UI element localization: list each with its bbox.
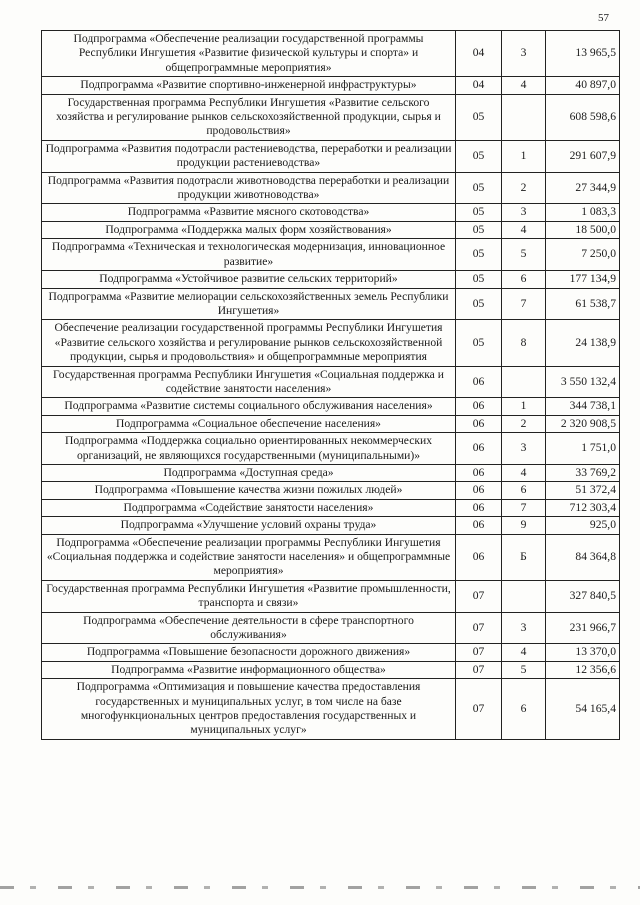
amount-cell: 3 550 132,4 xyxy=(546,366,620,398)
table-row xyxy=(42,140,620,172)
program-name-cell: Государственная программа Республики Ингушетия «Развитие промышленности, транспорта и связи» xyxy=(42,580,456,612)
section-code-cell: 06 xyxy=(456,433,502,465)
section-code-cell: 05 xyxy=(456,320,502,366)
program-name-cell: Государственная программа Республики Ингушетия «Социальная поддержка и содействие занятости населения» xyxy=(42,366,456,398)
table-row xyxy=(42,204,620,221)
program-name-cell: Подпрограмма «Техническая и технологическая модернизация, инновационное развитие» xyxy=(42,239,456,271)
section-code-cell: 05 xyxy=(456,221,502,238)
section-code-cell: 07 xyxy=(456,679,502,740)
subsection-code-cell: 7 xyxy=(502,288,546,320)
amount-cell: 608 598,6 xyxy=(546,94,620,140)
amount-cell: 24 138,9 xyxy=(546,320,620,366)
program-name-cell: Подпрограмма «Обеспечение реализации программы Республики Ингушетия «Социальная поддержка и содействие занятости населения» и общепрограммные мероприятия» xyxy=(42,534,456,580)
subsection-code-cell: 3 xyxy=(502,612,546,644)
section-code-cell: 06 xyxy=(456,517,502,534)
table-row xyxy=(42,398,620,415)
subsection-code-cell: 1 xyxy=(502,398,546,415)
table-row xyxy=(42,612,620,644)
amount-cell: 231 966,7 xyxy=(546,612,620,644)
amount-cell: 40 897,0 xyxy=(546,77,620,94)
amount-cell: 13 370,0 xyxy=(546,644,620,661)
subsection-code-cell: 8 xyxy=(502,320,546,366)
subsection-code-cell: 2 xyxy=(502,172,546,204)
subsection-code-cell: 5 xyxy=(502,661,546,678)
table-row xyxy=(42,661,620,678)
table-row xyxy=(42,366,620,398)
subsection-code-cell: 4 xyxy=(502,77,546,94)
amount-cell: 7 250,0 xyxy=(546,239,620,271)
subsection-code-cell: 6 xyxy=(502,271,546,288)
section-code-cell: 06 xyxy=(456,482,502,499)
table-row xyxy=(42,517,620,534)
program-name-cell: Подпрограмма «Развитие информационного общества» xyxy=(42,661,456,678)
section-code-cell: 05 xyxy=(456,204,502,221)
subsection-code-cell: 3 xyxy=(502,31,546,77)
program-name-cell: Подпрограмма «Содействие занятости населения» xyxy=(42,499,456,516)
program-name-cell: Подпрограмма «Повышение безопасности дорожного движения» xyxy=(42,644,456,661)
amount-cell: 51 372,4 xyxy=(546,482,620,499)
amount-cell: 12 356,6 xyxy=(546,661,620,678)
program-name-cell: Подпрограмма «Обеспечение деятельности в сфере транспортного обслуживания» xyxy=(42,612,456,644)
subsection-code-cell: 4 xyxy=(502,464,546,481)
table-row xyxy=(42,580,620,612)
table-row xyxy=(42,221,620,238)
section-code-cell: 06 xyxy=(456,398,502,415)
program-name-cell: Подпрограмма «Поддержка малых форм хозяйствования» xyxy=(42,221,456,238)
budget-table xyxy=(41,30,620,740)
program-name-cell: Подпрограмма «Развитие спортивно-инженерной инфраструктуры» xyxy=(42,77,456,94)
table-row xyxy=(42,288,620,320)
section-code-cell: 05 xyxy=(456,172,502,204)
table-row xyxy=(42,644,620,661)
program-name-cell: Государственная программа Республики Ингушетия «Развитие сельского хозяйства и регулирование рынков сельскохозяйственной продукции, сырья и продовольствия» xyxy=(42,94,456,140)
program-name-cell: Подпрограмма «Развития подотрасли растениеводства, переработки и реализации продукции растениеводства» xyxy=(42,140,456,172)
section-code-cell: 05 xyxy=(456,288,502,320)
section-code-cell: 07 xyxy=(456,644,502,661)
section-code-cell: 04 xyxy=(456,77,502,94)
section-code-cell: 05 xyxy=(456,140,502,172)
table-row xyxy=(42,31,620,77)
page-number: 57 xyxy=(598,12,609,24)
amount-cell: 327 840,5 xyxy=(546,580,620,612)
scan-artifact xyxy=(0,886,640,889)
program-name-cell: Подпрограмма «Улучшение условий охраны труда» xyxy=(42,517,456,534)
budget-table-body xyxy=(42,31,620,740)
table-row xyxy=(42,482,620,499)
section-code-cell: 07 xyxy=(456,580,502,612)
program-name-cell: Подпрограмма «Развития подотрасли животноводства переработки и реализации продукции животноводства» xyxy=(42,172,456,204)
subsection-code-cell: 4 xyxy=(502,644,546,661)
subsection-code-cell: 1 xyxy=(502,140,546,172)
section-code-cell: 06 xyxy=(456,464,502,481)
program-name-cell: Подпрограмма «Доступная среда» xyxy=(42,464,456,481)
subsection-code-cell: 3 xyxy=(502,204,546,221)
table-row xyxy=(42,415,620,432)
table-row xyxy=(42,77,620,94)
subsection-code-cell: 6 xyxy=(502,482,546,499)
section-code-cell: 07 xyxy=(456,661,502,678)
table-row xyxy=(42,464,620,481)
section-code-cell: 06 xyxy=(456,366,502,398)
program-name-cell: Подпрограмма «Оптимизация и повышение качества предоставления государственных и муниципальных услуг, в том числе на базе многофункциональных центров предоставления государственных и муниципальных услуг» xyxy=(42,679,456,740)
subsection-code-cell: 3 xyxy=(502,433,546,465)
amount-cell: 1 751,0 xyxy=(546,433,620,465)
program-name-cell: Подпрограмма «Поддержка социально ориентированных некоммерческих организаций, не являющихся государственными (муниципальными)» xyxy=(42,433,456,465)
table-row xyxy=(42,94,620,140)
program-name-cell: Подпрограмма «Повышение качества жизни пожилых людей» xyxy=(42,482,456,499)
amount-cell: 177 134,9 xyxy=(546,271,620,288)
section-code-cell: 05 xyxy=(456,94,502,140)
amount-cell: 712 303,4 xyxy=(546,499,620,516)
section-code-cell: 04 xyxy=(456,31,502,77)
section-code-cell: 06 xyxy=(456,499,502,516)
program-name-cell: Подпрограмма «Развитие системы социального обслуживания населения» xyxy=(42,398,456,415)
table-row xyxy=(42,679,620,740)
amount-cell: 27 344,9 xyxy=(546,172,620,204)
amount-cell: 925,0 xyxy=(546,517,620,534)
subsection-code-cell xyxy=(502,366,546,398)
amount-cell: 84 364,8 xyxy=(546,534,620,580)
section-code-cell: 06 xyxy=(456,415,502,432)
table-row xyxy=(42,320,620,366)
subsection-code-cell xyxy=(502,580,546,612)
subsection-code-cell: 5 xyxy=(502,239,546,271)
subsection-code-cell: Б xyxy=(502,534,546,580)
subsection-code-cell: 7 xyxy=(502,499,546,516)
amount-cell: 33 769,2 xyxy=(546,464,620,481)
amount-cell: 13 965,5 xyxy=(546,31,620,77)
subsection-code-cell: 2 xyxy=(502,415,546,432)
section-code-cell: 06 xyxy=(456,534,502,580)
amount-cell: 2 320 908,5 xyxy=(546,415,620,432)
program-name-cell: Обеспечение реализации государственной программы Республики Ингушетия «Развитие сельского хозяйства и регулирование рынков сельскохозяйственной продукции, сырья и продовольствия» и общепрограммные мероприятия xyxy=(42,320,456,366)
section-code-cell: 05 xyxy=(456,271,502,288)
table-row xyxy=(42,433,620,465)
subsection-code-cell xyxy=(502,94,546,140)
program-name-cell: Подпрограмма «Развитие мелиорации сельскохозяйственных земель Республики Ингушетия» xyxy=(42,288,456,320)
amount-cell: 344 738,1 xyxy=(546,398,620,415)
amount-cell: 291 607,9 xyxy=(546,140,620,172)
program-name-cell: Подпрограмма «Обеспечение реализации государственной программы Республики Ингушетия «Развитие физической культуры и спорта» и общепрограммные мероприятия» xyxy=(42,31,456,77)
table-row xyxy=(42,239,620,271)
program-name-cell: Подпрограмма «Социальное обеспечение населения» xyxy=(42,415,456,432)
amount-cell: 54 165,4 xyxy=(546,679,620,740)
subsection-code-cell: 9 xyxy=(502,517,546,534)
table-row xyxy=(42,271,620,288)
amount-cell: 1 083,3 xyxy=(546,204,620,221)
section-code-cell: 05 xyxy=(456,239,502,271)
table-row xyxy=(42,534,620,580)
amount-cell: 61 538,7 xyxy=(546,288,620,320)
section-code-cell: 07 xyxy=(456,612,502,644)
subsection-code-cell: 6 xyxy=(502,679,546,740)
program-name-cell: Подпрограмма «Устойчивое развитие сельских территорий» xyxy=(42,271,456,288)
program-name-cell: Подпрограмма «Развитие мясного скотоводства» xyxy=(42,204,456,221)
table-row xyxy=(42,172,620,204)
subsection-code-cell: 4 xyxy=(502,221,546,238)
amount-cell: 18 500,0 xyxy=(546,221,620,238)
table-row xyxy=(42,499,620,516)
